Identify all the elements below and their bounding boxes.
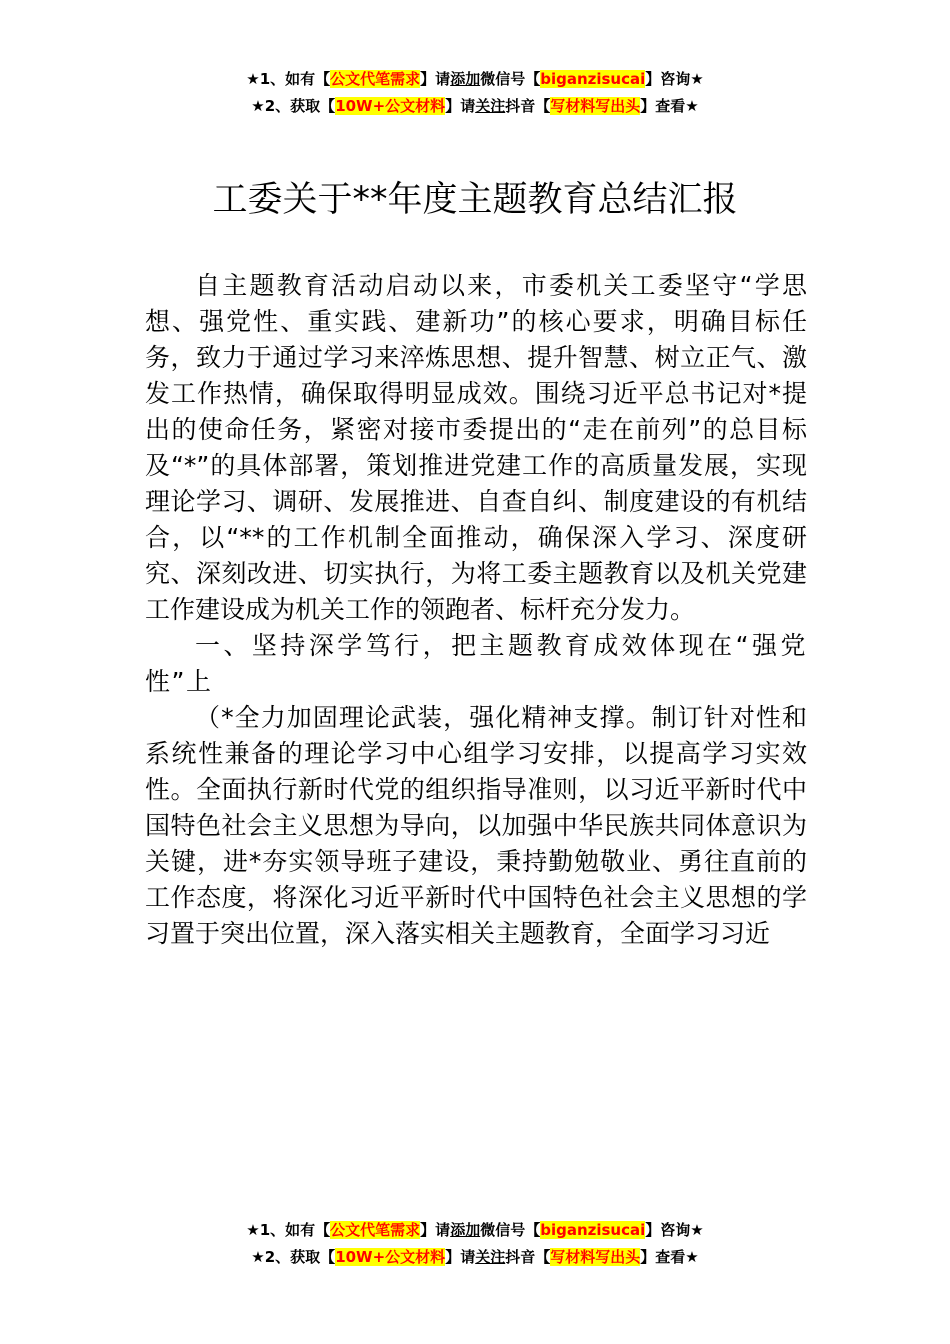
banner-line-1-mid: 】请 xyxy=(420,70,451,88)
banner-line-2-highlight-douyin: 写材料写出头 xyxy=(550,97,641,115)
footer-line-2-mid2: 抖音【 xyxy=(505,1248,551,1266)
banner-line-2-highlight-materials: 10W+公文材料 xyxy=(335,97,446,115)
banner-line-1-mid2: 微信号【 xyxy=(480,70,541,88)
banner-line-1-highlight-wechat: biganzisucai xyxy=(540,70,646,88)
section-heading-1: 一、坚持深学笃行，把主题教育成效体现在“强党性”上 xyxy=(145,631,807,696)
footer-line-2 xyxy=(0,1244,950,1271)
footer-banner xyxy=(0,1217,950,1271)
footer-line-2-prefix: ★2、获取【 xyxy=(251,1248,336,1266)
banner-line-1-prefix: ★1、如有【 xyxy=(246,70,331,88)
document-body xyxy=(145,268,807,952)
banner-line-2-mid2: 抖音【 xyxy=(505,97,551,115)
footer-line-1-prefix: ★1、如有【 xyxy=(246,1221,331,1239)
footer-line-1-highlight-wechat: biganzisucai xyxy=(540,1221,646,1239)
paragraph-section-1: （*全力加固理论武装，强化精神支撑。制订针对性和系统性兼备的理论学习中心组学习安排，以提高学习实效性。全面执行新时代党的组织指导准则，以习近平新时代中国特色社会主义思想为导向，以加强中华民族共同体意识为关键，进*夯实领导班子建设，秉持勤勉敬业、勇往直前的工作态度，将深化习近平新时代中国特色社会主义思想的学习置于突出位置，深入落实相关主题教育，全面学习习近 xyxy=(145,703,807,948)
footer-line-1-mid2: 微信号【 xyxy=(480,1221,541,1239)
footer-line-1-mid: 】请 xyxy=(420,1221,451,1239)
footer-line-2-suffix: 】查看★ xyxy=(640,1248,699,1266)
banner-line-2-underlined: 关注 xyxy=(475,97,506,115)
banner-line-2-suffix: 】查看★ xyxy=(640,97,699,115)
footer-line-2-highlight-materials: 10W+公文材料 xyxy=(335,1248,446,1266)
footer-line-1-underlined: 添加 xyxy=(450,1221,481,1239)
banner-line-1-highlight-service: 公文代笔需求 xyxy=(330,70,421,88)
document-title: 工委关于**年度主题教育总结汇报 xyxy=(212,180,738,220)
banner-line-2 xyxy=(0,93,950,120)
header-banner xyxy=(0,66,950,120)
banner-line-1 xyxy=(0,66,950,93)
footer-line-1 xyxy=(0,1217,950,1244)
banner-line-1-suffix: 】咨询★ xyxy=(645,70,704,88)
footer-line-2-mid: 】请 xyxy=(445,1248,476,1266)
footer-line-2-underlined: 关注 xyxy=(475,1248,506,1266)
banner-line-2-prefix: ★2、获取【 xyxy=(251,97,336,115)
footer-line-2-highlight-douyin: 写材料写出头 xyxy=(550,1248,641,1266)
banner-line-2-mid: 】请 xyxy=(445,97,476,115)
footer-line-1-suffix: 】咨询★ xyxy=(645,1221,704,1239)
paragraph-intro: 自主题教育活动启动以来，市委机关工委坚守“学思想、强党性、重实践、建新功”的核心要求，明确目标任务，致力于通过学习来淬炼思想、提升智慧、树立正气、激发工作热情，确保取得明显成效。围绕习近平总书记对*提出的使命任务，紧密对接市委提出的“走在前列”的总目标及“*”的具体部署，策划推进党建工作的高质量发展，实现理论学习、调研、发展推进、自查自纠、制度建设的有机结合，以“**的工作机制全面推动，确保深入学习、深度研究、深刻改进、切实执行，为将工委主题教育以及机关党建工作建设成为机关工作的领跑者、标杆充分发力。 xyxy=(145,271,807,624)
banner-line-1-underlined: 添加 xyxy=(450,70,481,88)
footer-line-1-highlight-service: 公文代笔需求 xyxy=(330,1221,421,1239)
